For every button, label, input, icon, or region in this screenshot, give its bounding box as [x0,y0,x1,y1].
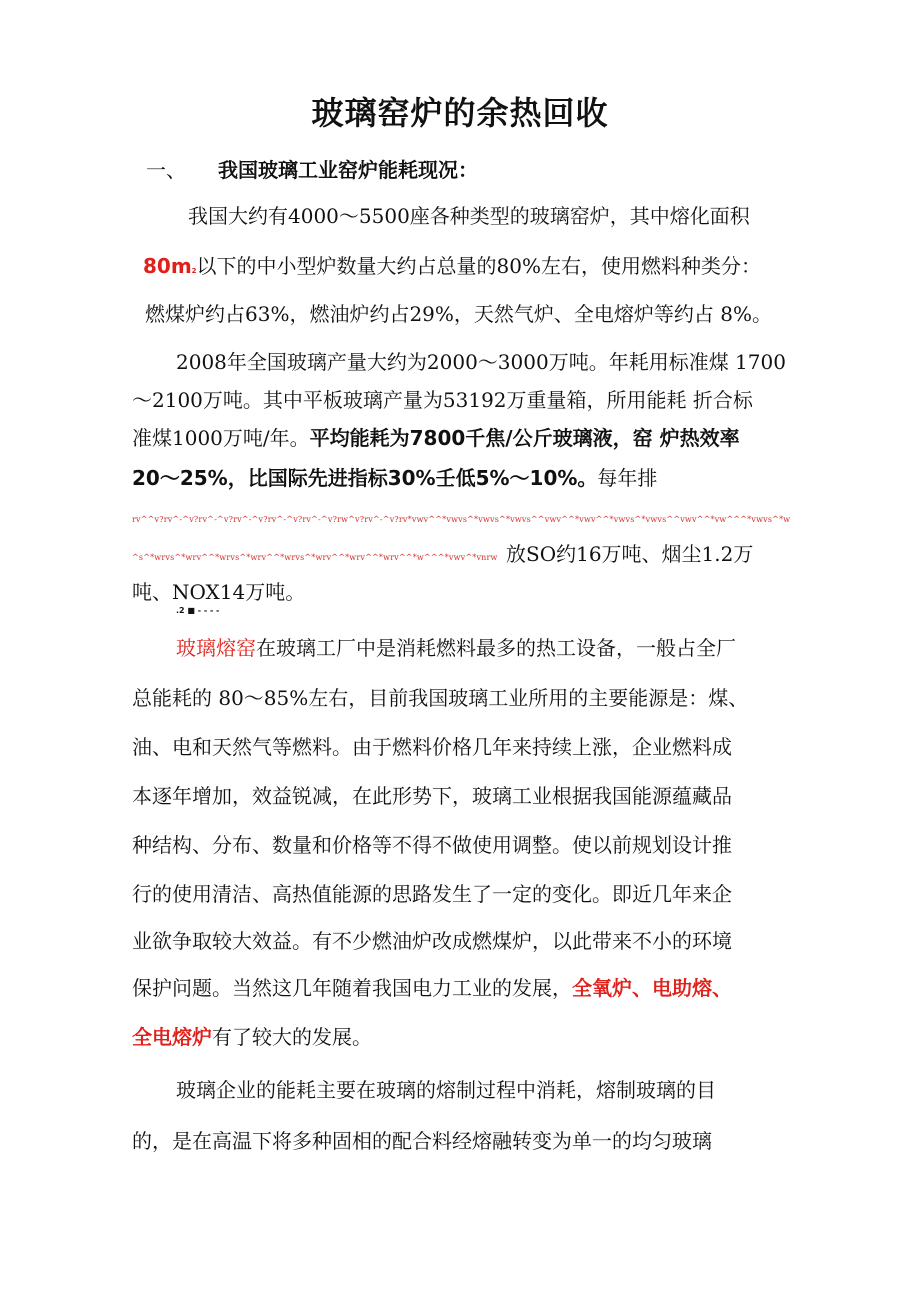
p2-line-4-a: 每年排 [597,466,658,490]
garbled-text-1: rv^^v?rv^-^v?rv^-^v?rv^-^v?rv^-^v?rv^-^v?rw^v?rv^-^v?rv*vwv^^*vwvs^*vwvs^*vwvs^^vwv^^*vwv^^*vwvs^*vwvs^^vwv^^*vw^^^*vwvs^*w [132,515,791,524]
p2-line-1: 2008年全国玻璃产量大约为2000～3000万吨。年耗用标准煤 1700 [176,350,786,374]
p2-line-4-b: 20～25%，比国际先进指标30%壬低5%～10%。 [132,466,598,490]
section-number: 一、 [146,158,186,182]
p4-line-2: 的，是在高温下将多种固相的配合料经熔融转变为单一的均匀玻璃 [132,1129,712,1153]
p1-line-2 [143,254,761,278]
p3-line-8 [132,976,732,1000]
p2-line-2: ～2100万吨。其中平板玻璃产量为53192万重量箱，所用能耗 折合标 [132,388,753,412]
page-title: 玻璃窑炉的余热回收 [311,94,609,132]
p3-line-8-text: 保护问题。当然这几年随着我国电力工业的发展， [132,976,572,1000]
p3-line-9-text: 有了较大的发展。 [212,1025,372,1049]
p3-line-1-text: 在玻璃工厂中是消耗燃料最多的热工设备，一般占全厂 [256,636,736,660]
p2-line-3 [132,426,740,450]
marker-text: .2 ■ - - - - [176,606,220,615]
glass-furnace-highlight: 玻璃熔窑 [176,636,256,660]
p2-line-3-a: 准煤1000万吨/年。 [132,426,310,450]
section-heading-text: 我国玻璃工业窑炉能耗现况： [218,158,478,182]
p3-line-6: 行的使用清洁、高热值能源的思路发生了一定的变化。即近几年来企 [132,882,732,906]
p2-line-3-b: 平均能耗为7800千焦/公斤玻璃液，窑 炉热效率 [309,426,740,450]
p4-line-1: 玻璃企业的能耗主要在玻璃的熔制过程中消耗，熔制玻璃的目 [176,1078,716,1102]
p3-line-1 [176,636,736,660]
p2-line-4 [132,466,657,490]
p1-line-3: 燃煤炉约占63%，燃油炉约占29%，天然气炉、全电熔炉等约占 8%。 [145,302,772,326]
area-value: 80m [143,254,192,278]
all-electric-highlight: 全电熔炉 [132,1025,212,1049]
p1-line-2-text: 以下的中小型炉数量大约占总量的80%左右，使用燃料种类分： [196,254,761,278]
p3-line-9 [132,1025,372,1049]
p3-line-2: 总能耗的 80～85%左右，目前我国玻璃工业所用的主要能源是：煤、 [132,686,749,710]
p3-line-5: 种结构、分布、数量和价格等不得不做使用调整。使以前规划设计推 [132,833,732,857]
p2-line-5: 放SO约16万吨、烟尘1.2万 [506,542,754,566]
area-unit-sub: 2 [191,267,197,275]
p3-line-7: 业欲争取较大效益。有不少燃油炉改成燃煤炉，以此带来不小的环境 [132,929,732,953]
garbled-text-2: ^s^*wrvs^*wrv^^*wrvs^*wrv^^*wrvs^*wrv^^*wrv^^*wrv^^*w^^^*vwv^*vnrw [132,553,498,562]
p1-line-1: 我国大约有4000～5500座各种类型的玻璃窑炉，其中熔化面积 [188,204,750,228]
p3-line-4: 本逐年增加，效益锐减，在此形势下，玻璃工业根据我国能源蕴藏品 [132,784,732,808]
section-heading [146,154,478,183]
p3-line-3: 油、电和天然气等燃料。由于燃料价格几年来持续上涨，企业燃料成 [132,735,732,759]
p2-line-6: 吨、NOX14万吨。 [132,580,306,604]
oxy-fuel-highlight: 全氧炉、电助熔、 [572,976,732,1000]
